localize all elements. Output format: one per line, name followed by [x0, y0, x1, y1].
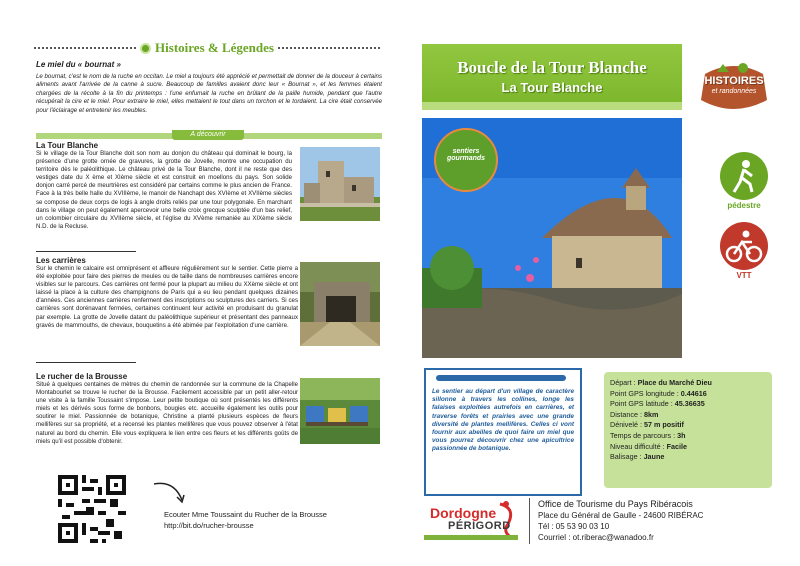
route-subtitle: La Tour Blanche: [501, 80, 603, 95]
dordogne-word: Dordogne: [430, 505, 497, 521]
office-address: Place du Général de Gaulle - 24600 RIBÉRAC: [538, 511, 704, 520]
carrieres-photo: [300, 262, 380, 346]
info-difficulte: Niveau difficulté : Facile: [610, 441, 687, 451]
divider: [36, 251, 136, 252]
info-panel: [604, 372, 772, 488]
article-text-carrieres: Sur le chemin le calcaire est omniprésent et affleure régulièrement sur le sentier. Cette pierre a été exploitée pour faire des pierres de meules ou de taille dans de nombreuses carrières encore visibles sur le parcours. Ces carrières ont fermé pour la plupart au milieu du XXème siècle et ont laissé la place à la culture des champignons de Paris qui a eu lieu pendant quelques dizaines d'années. Ces anciennes carrières renferment des inscriptions ou sculptures des carriers. Si ces carrières sont dorénavant fermées, certaines continuent leur activité en produisant du granulat par exemple. La grotte de Jovelle datant du paléolithique supérieur et présentant des panneaux gravés de mammouths, de chevaux, bouquetins a été abimée par l'exploitation d'une carrière.: [36, 265, 298, 329]
divider: [36, 362, 136, 363]
intro-text: Le sentier au départ d'un village de caractère sillonne à travers les collines, longe les falaises exploitées autrefois en carrières, et traverse forêts et prairies avec une grande diversité de plantes mellifères. Celles ci vont fournir aux abeilles de quoi faire un miel que vous pourrez découvrir chez une apicultrice passionnée de botanique.: [432, 388, 574, 453]
miel-title: Le miel du « bournat »: [36, 60, 121, 69]
vertical-divider: [529, 498, 530, 544]
info-denivele: Dénivelé : 57 m positif: [610, 420, 684, 430]
article-text-tour-blanche: Si le village de la Tour Blanche doit son nom au donjon du château qui dominait le bourg, la présence d'une grotte ornée de gravures, la grotte de Jovelle, montre une occupation du territoire dès le paléolithique. Le château privé de la Tour Blanche, dont il ne reste que des vestiges date du X ème et XIème siècle et est construit en moellons du pays. Son solide donjon carré percé de meurtrières est considéré par certains comme le plus ancien de France. Face à la très belle halle du XVIIIème, le manoir de Nanchapt des XVIème et XVIIème siècles se compose de deux corps de logis à angle droits reliés par une tour polygonale. En marchant dans le village on peut également apercevoir une belle croix grecque sculptée d'un bas relief, un colombier circulaire du XVIIème siècle, et l'église du XVème remaniée au XIXème siècle N.D. de la Recluse.: [36, 150, 292, 230]
info-temps: Temps de parcours : 3h: [610, 430, 686, 440]
qr-code[interactable]: [58, 475, 126, 543]
left-page: [0, 0, 395, 566]
audio-url-link[interactable]: http://bit.do/rucher-brousse: [164, 521, 254, 530]
histoires-subtitle: et randonnées: [711, 88, 757, 95]
audio-link-block: [164, 509, 327, 531]
section-title: Histoires & Légendes: [155, 40, 274, 55]
info-depart: Départ : Place du Marché Dieu: [610, 378, 712, 387]
banner-accent: [422, 102, 682, 110]
article-title-carrieres: Les carrières: [36, 256, 86, 265]
dotted-rule: [34, 47, 136, 49]
route-title: Boucle de la Tour Blanche: [457, 58, 647, 77]
info-longitude: Point GPS longitude : 0.44616: [610, 388, 707, 398]
histoires-title: HISTOIRES: [704, 75, 764, 87]
perigord-word: PÉRIGORD: [448, 520, 511, 532]
hiker-icon: [720, 152, 768, 200]
office-phone[interactable]: Tél : 05 53 90 03 10: [538, 522, 610, 531]
audio-caption: Ecouter Mme Toussaint du Rucher de la Brousse: [164, 510, 327, 519]
office-email[interactable]: Courriel : ot.riberac@wanadoo.fr: [538, 533, 654, 542]
article-title-tour-blanche: La Tour Blanche: [36, 141, 99, 150]
intro-arrow-bar: [436, 375, 566, 381]
miel-text: Le bournat, c'est le nom de la ruche en occitan. Le miel a toujours été apprécié et permettait de donner de la douceur à certains aliments avant l'arrivée de la canne à sucre. Beaucoup de familles avaient donc leur « Bournat », et les femmes étaient chargées de la récolte à la fin du printemps : l'une enfumait la ruche en brûlant de la paille humide, pendant que l'autre récupérait la cire et le miel. Pour extraire le miel, elles mettaient le tout dans un torchon et le tordaient. La cire était conservée pour l'éclairage et entretenir les meubles.: [36, 73, 382, 114]
activity-label-pedestre: pédestre: [727, 201, 761, 210]
curved-arrow-icon: [150, 478, 190, 508]
sentiers-badge-text: sentiers gourmands: [446, 148, 486, 162]
article-title-rucher: Le rucher de la Brousse: [36, 372, 128, 381]
activity-label-vtt: VTT: [736, 271, 752, 280]
office-contact: [538, 499, 703, 543]
decouvrir-label: A découvrir: [172, 130, 244, 140]
rucher-photo: [300, 378, 380, 444]
info-distance: Distance : 8km: [610, 409, 659, 419]
logo-strip: [424, 535, 518, 540]
tour-blanche-photo: [300, 147, 380, 221]
section-bullet-icon: [140, 43, 151, 54]
info-balisage: Balisage : Jaune: [610, 452, 665, 462]
article-text-rucher: Situé à quelques centaines de mètres du chemin de randonnée sur la commune de la Chapelle Montabourlet se trouve le rucher de la Brousse. Facilement accessible par un petit aller-retour une visite à la famille Toussaint s'impose. Leur petite boutique où sont présentés les différents miels et les dérivés sous forme de bonbons, bougies etc. accueille également les outils pour soutirer le miel. Passionnée de botanique, Christine a planté plusieurs espèces de fleurs mellifères sur sa propriété, et a recensé les plantes mellifères que vous pouvez observer à l'état naturel au bord du chemin. Elle vous expliquera le lien entre ces fleurs et les différents goûts de miels qu'il est possible d'obtenir.: [36, 381, 298, 445]
section-header: [34, 40, 380, 56]
article-text-carrieres-1: [36, 265, 298, 330]
info-latitude: Point GPS latitude : 45.36635: [610, 399, 705, 409]
bike-icon: [720, 222, 768, 270]
dotted-rule: [278, 47, 380, 49]
office-name: Office de Tourisme du Pays Ribéracois: [538, 499, 693, 509]
